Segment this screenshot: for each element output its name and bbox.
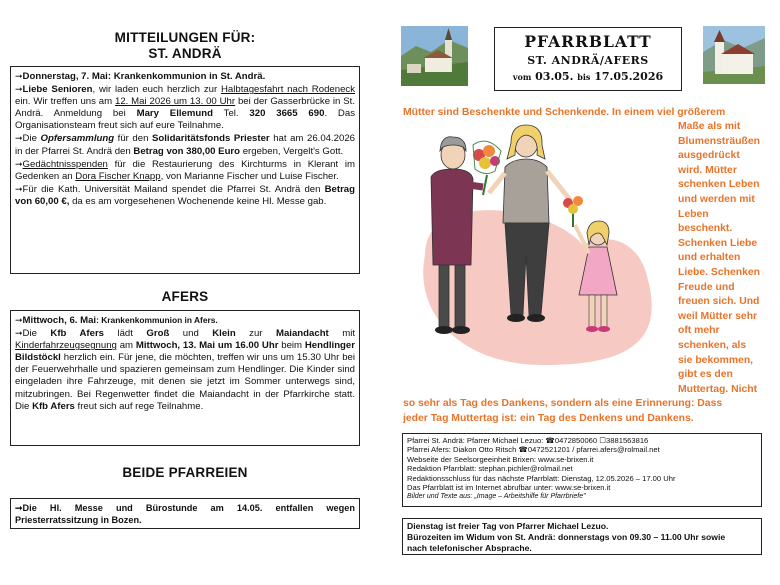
beide-notice: ➞Die Hl. Messe und Bürostunde am 14.05. entfallen wegen Priesterratssitzung in Bozen. bbox=[15, 503, 355, 526]
arrow-icon: ➞ bbox=[15, 158, 23, 169]
mothers-day-illustration bbox=[403, 115, 673, 380]
standra-notices-box bbox=[10, 66, 360, 274]
heading-beide: BEIDE PFARREIEN bbox=[122, 465, 248, 480]
afers-notices-box bbox=[10, 310, 360, 446]
office-hours-line-2: Bürozeiten im Widum von St. Andrä: donnerstags von 09.30 – 11.00 Uhr sowie bbox=[407, 532, 726, 542]
arrow-icon: ➞ bbox=[15, 71, 23, 81]
contact-line-online: Das Pfarrblatt ist im Internet abrufbar unter: www.se-brixen.it bbox=[407, 483, 611, 493]
mothers-text-bottom: so sehr als Tag des Dankens, sondern als eine Erinnerung: Dass jeder Tag Muttertag ist: ein Tag des Denkens und Dankens. bbox=[403, 398, 723, 424]
church-photo-standra bbox=[401, 26, 468, 86]
afers-notice-1: ➞Mittwoch, 6. Mai: Krankenkommunion in Afers. bbox=[15, 315, 218, 326]
beide-notice-box bbox=[10, 498, 360, 529]
contact-line-redaktion: Redaktion Pfarrblatt: stephan.pichler@rolmail.net bbox=[407, 464, 573, 474]
mothers-text-line-0: Mütter sind Beschenkte und Schenkende. In einem viel größerem bbox=[403, 107, 726, 118]
standra-notice-3: ➞Die Opfersammlung für den Solidaritätsfonds Priester hat am 26.04.2026 in der Pfarrei St. Andrä den Betrag von 380,00 Euro ergeben, Vergelt's Gott. bbox=[15, 133, 356, 157]
mothers-text-column: Maße als mit Blumensträußen ausgedrückt wird. Mütter schenken Leben und werden mit Leben beschenkt. Schenken Liebe und erhalten Liebe. Schenken Freude und freuen sich. Und weil Mütter sehr oft mehr schenken, als sie bekommen, gibt es den Muttertag. Nicht bbox=[678, 121, 760, 395]
masthead-date: vom 03.05. bis 17.05.2026 bbox=[512, 70, 664, 83]
masthead bbox=[494, 27, 682, 91]
contact-line-website: Webseite der Seelsorgeeinheit Brixen: www.se-brixen.it bbox=[407, 454, 594, 464]
arrow-icon: ➞ bbox=[15, 133, 23, 144]
arrow-icon: ➞ bbox=[15, 503, 23, 513]
standra-notice-4: ➞Gedächtnisspenden für die Restaurierung des Kirchturms in Klerant im Gedenken an Dora Fischer Knapp, von Marianne Fischer und Luise Fischer. bbox=[15, 158, 355, 182]
contact-info-box bbox=[402, 433, 762, 507]
heading-standra bbox=[60, 30, 310, 62]
standra-notice-1: ➞Donnerstag, 7. Mai: Krankenkommunion in St. Andrä. bbox=[15, 71, 266, 82]
contact-line-standra: Pfarrei St. Andrä: Pfarrer Michael Lezuo: ☎0472850060 ☐3881563816 bbox=[407, 436, 649, 445]
office-hours-line-3: nach telefonischer Absprache. bbox=[407, 543, 532, 553]
flower-bouquet-small bbox=[563, 196, 583, 227]
standra-notice-5: ➞Für die Kath. Universität Mailand spendet die Pfarrei St. Andrä den Betrag von 60,00 €, da es am vorgesehenen Wochenende keine Hl. Messe gab. bbox=[15, 183, 355, 207]
contact-line-credits: Bilder und Texte aus: „Image – Arbeitshilfe für Pfarrbriefe" bbox=[407, 493, 586, 501]
afers-notice-2: ➞Die Kfb Afers lädt Groß und Klein zur Maiandacht mit Kinderfahrzeugsegnung am Mittwoch, 13. Mai um 16.00 Uhr beim Hendlinger Bildstöckl herzlich ein. Für jene, die möchten, treffen wir uns um 15.30 Uhr bei der Feuerwehrhalle und spazieren gemeinsam zum Hendlinger. Die Kinder sind eingeladen ihre Fahrzeuge, mit denen sie jetzt im Sommer unterwegs sind, mitzubringen. Bei Regenwetter findet die Maiandacht in der Pfarrkirche statt. Die Kfb Afers freut sich auf rege Teilnahme. bbox=[15, 328, 355, 412]
arrow-icon: ➞ bbox=[15, 328, 23, 339]
heading-standra-line2: ST. ANDRÄ bbox=[148, 46, 222, 61]
arrow-icon: ➞ bbox=[15, 183, 23, 194]
masthead-title: PFARRBLATT bbox=[524, 32, 652, 51]
masthead-subtitle: ST. ANDRÄ/AFERS bbox=[527, 54, 649, 67]
heading-standra-line1: MITTEILUNGEN FÜR: bbox=[114, 30, 256, 45]
church-photo-afers bbox=[703, 26, 765, 84]
contact-line-deadline: Redaktionsschluss für das nächste Pfarrblatt: Dienstag, 12.05.2026 – 17.00 Uhr bbox=[407, 473, 676, 483]
office-hours-box bbox=[402, 518, 762, 555]
standra-notice-2: ➞Liebe Senioren, wir laden euch herzlich zur Halbtagesfahrt nach Rodeneck ein. Wir treffen uns am 12. Mai 2026 um 13. 00 Uhr bei der Gasserbrücke in St. Andrä. Anmeldung bei Mary Ellemund Tel. 320 3665 690. Das Organisationsteam freut sich auf eure Teilnahme. bbox=[15, 84, 356, 132]
arrow-icon: ➞ bbox=[15, 315, 23, 325]
contact-line-afers: Pfarrei Afers: Diakon Otto Ritsch ☎0472521201 / pfarrei.afers@rolmail.net bbox=[407, 445, 660, 455]
heading-afers: AFERS bbox=[161, 289, 209, 304]
office-hours-line-1: Dienstag ist freier Tag von Pfarrer Michael Lezuo. bbox=[407, 521, 609, 531]
arrow-icon: ➞ bbox=[15, 84, 23, 95]
